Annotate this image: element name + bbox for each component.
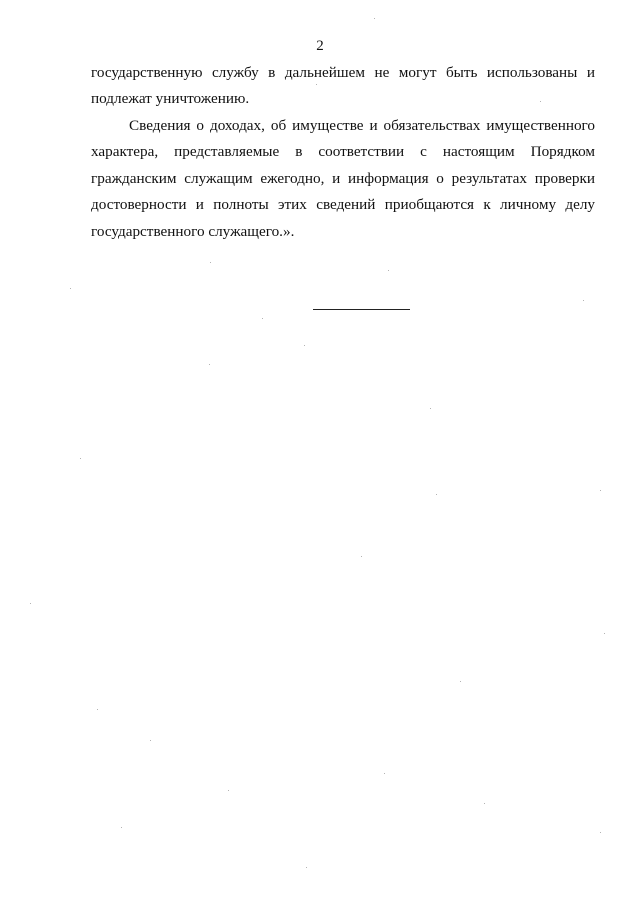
scan-speck: [304, 345, 305, 346]
paragraph-line: достоверности и полноты этих сведений приобщаются к личному делу: [91, 196, 595, 214]
end-separator-line: [313, 309, 410, 310]
scan-speck: [150, 740, 151, 741]
paragraph-line: государственного служащего.».: [91, 222, 295, 240]
scan-speck: [209, 364, 210, 365]
scan-speck: [384, 773, 385, 774]
scan-speck: [604, 633, 605, 634]
scan-speck: [228, 790, 229, 791]
scan-speck: [121, 827, 122, 828]
scan-speck: [80, 458, 81, 459]
paragraph-line: характера, представляемые в соответствии с настоящим Порядком: [91, 143, 595, 161]
scan-speck: [430, 408, 431, 409]
scan-speck: [70, 288, 71, 289]
scan-speck: [97, 709, 98, 710]
scan-speck: [306, 867, 307, 868]
scan-speck: [30, 603, 31, 604]
scan-speck: [600, 832, 601, 833]
scan-speck: [460, 681, 461, 682]
scan-speck: [210, 262, 211, 263]
scan-speck: [388, 270, 389, 271]
scan-speck: [374, 18, 375, 19]
paragraph-line: гражданским служащим ежегодно, и информация о результатах проверки: [91, 169, 595, 187]
paragraph-income-disclosure: [91, 113, 595, 245]
paragraph-continuation: [91, 60, 595, 113]
scan-speck: [361, 556, 362, 557]
paragraph-line: государственную службу в дальнейшем не могут быть использованы и: [91, 64, 595, 81]
scan-speck: [484, 803, 485, 804]
scan-speck: [436, 494, 437, 495]
scan-speck: [600, 490, 601, 491]
paragraph-line: Сведения о доходах, об имуществе и обязательствах имущественного: [129, 117, 595, 134]
page-number: 2: [316, 38, 324, 54]
paragraph-line: подлежат уничтожению.: [91, 90, 250, 108]
scan-speck: [262, 318, 263, 319]
scan-speck: [583, 300, 584, 301]
